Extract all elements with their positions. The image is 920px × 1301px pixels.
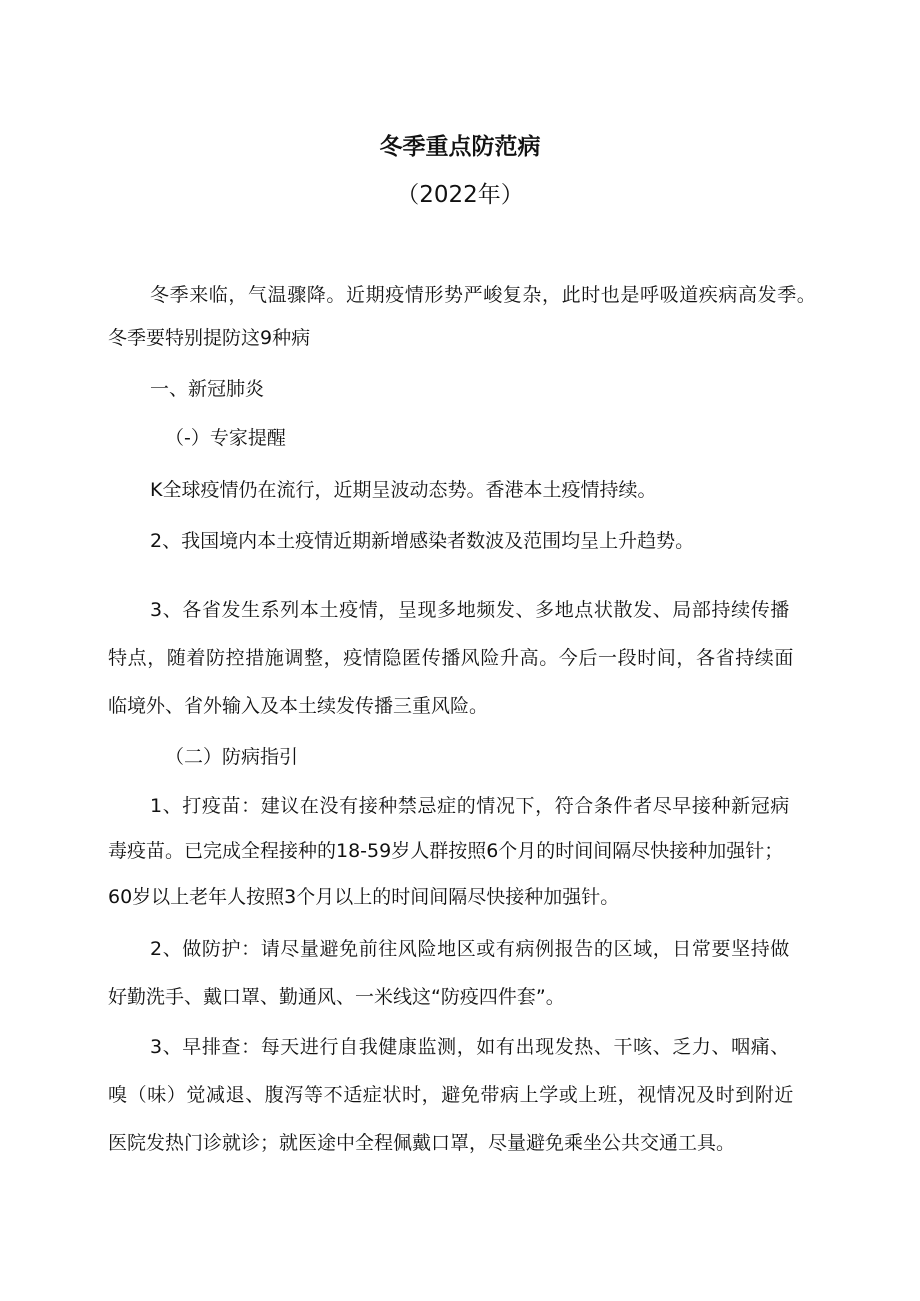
- guidance-2-line-1: 2、做防护：请尽量避免前往风险地区或有病例报告的区域，日常要坚持做: [150, 938, 790, 960]
- guidance-3-line-3: 医院发热门诊就诊；就医途中全程佩戴口罩，尽量避免乘坐公共交通工具。: [108, 1132, 736, 1154]
- guidance-1-line-1: 1、打疫苗：建议在没有接种禁忌症的情况下，符合条件者尽早接种新冠病: [150, 795, 790, 817]
- document-title: 冬季重点防范病: [379, 134, 541, 160]
- guidance-2-line-2: 好勤洗手、戴口罩、勤通风、一米线这“防疫四件套”。: [108, 986, 565, 1008]
- guidance-1-line-3: 60岁以上老年人按照3个月以上的时间间隔尽快接种加强针。: [108, 886, 620, 908]
- reminder-paragraph-3-line-2: 特点，随着防控措施调整，疫情隐匿传播风险升高。今后一段时间，各省持续面: [108, 647, 795, 669]
- guidance-1-line-2: 毒疫苗。已完成全程接种的18-59岁人群按照6个月的时间间隔尽快接种加强针；: [108, 840, 784, 862]
- reminder-paragraph-3-line-3: 临境外、省外输入及本土续发传播三重风险。: [108, 695, 489, 717]
- subsection-1-heading: （-）专家提醒: [165, 427, 286, 449]
- reminder-paragraph-1: K全球疫情仍在流行，近期呈波动态势。香港本土疫情持续。: [150, 479, 657, 501]
- subsection-2-heading: （二）防病指引: [165, 746, 299, 768]
- intro-line-2: 冬季要特别提防这9种病: [108, 327, 311, 349]
- reminder-paragraph-3-line-1: 3、各省发生系列本土疫情，呈现多地频发、多地点状散发、局部持续传播: [150, 599, 790, 621]
- reminder-paragraph-2: 2、我国境内本土疫情近期新增感染者数波及范围均呈上升趋势。: [150, 530, 695, 552]
- section-1-heading: 一、新冠肺炎: [150, 378, 265, 400]
- intro-line-1: 冬季来临，气温骤降。近期疫情形势严峻复杂，此时也是呼吸道疾病高发季。: [150, 284, 817, 306]
- document-subtitle: （2022年）: [396, 182, 524, 208]
- guidance-3-line-1: 3、早排查：每天进行自我健康监测，如有出现发热、干咳、乏力、咽痛、: [150, 1036, 790, 1058]
- guidance-3-line-2: 嗅（味）觉减退、腹泻等不适症状时，避免带病上学或上班，视情况及时到附近: [108, 1084, 795, 1106]
